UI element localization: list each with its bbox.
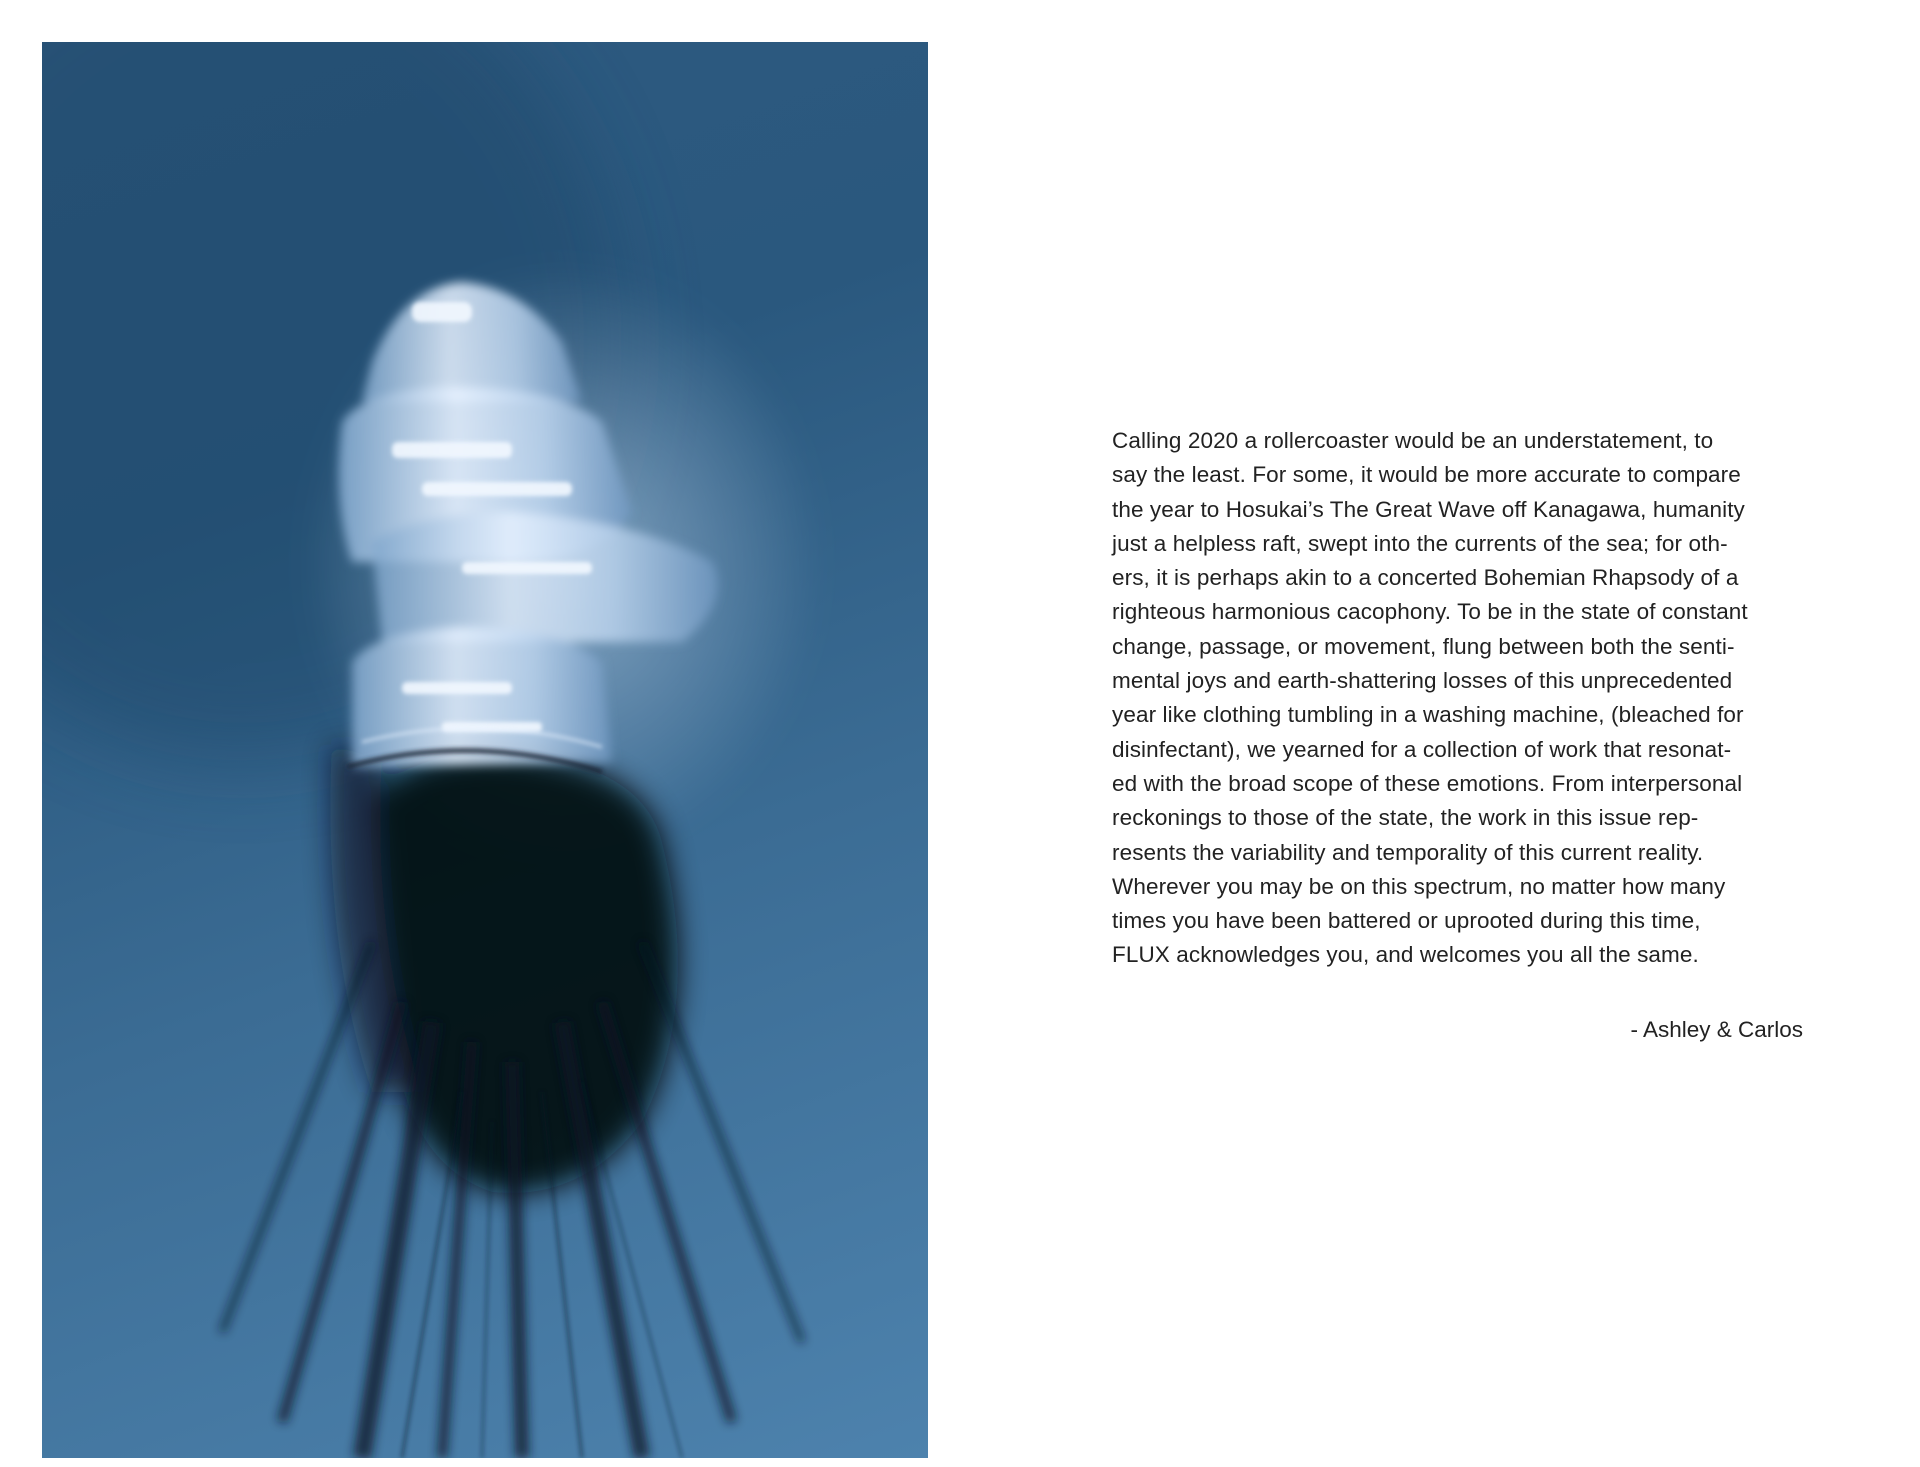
essay-line: disinfectant), we yearned for a collection of work that resonat- — [1112, 736, 1732, 762]
essay-line: ers, it is perhaps akin to a concerted Bohemian Rhapsody of a — [1112, 565, 1739, 591]
tower-photograph — [42, 42, 928, 1458]
author-signature: - Ashley & Carlos — [1630, 1017, 1803, 1042]
essay-line: righteous harmonious cacophony. To be in the state of constant — [1112, 599, 1748, 625]
essay-line: just a helpless raft, swept into the currents of the sea; for oth- — [1112, 530, 1728, 556]
essay-line: FLUX acknowledges you, and welcomes you all the same. — [1112, 942, 1699, 968]
essay-line: mental joys and earth-shattering losses of this unprecedented — [1112, 668, 1733, 694]
essay-line: Calling 2020 a rollercoaster would be an understatement, to — [1112, 428, 1714, 453]
essay-line: Wherever you may be on this spectrum, no matter how many — [1112, 873, 1726, 899]
essay-line: times you have been battered or uprooted during this time, — [1112, 908, 1701, 934]
essay-line: reckonings to those of the state, the work in this issue rep- — [1112, 805, 1699, 831]
essay-line: ed with the broad scope of these emotions. From interpersonal — [1112, 770, 1743, 796]
essay-line: year like clothing tumbling in a washing machine, (bleached for — [1112, 702, 1744, 728]
essay-line: the year to Hosukai’s The Great Wave off Kanagawa, humanity — [1112, 496, 1745, 522]
essay-line: change, passage, or movement, flung between both the senti- — [1112, 633, 1735, 659]
tower-photo-illustration — [42, 42, 928, 1458]
essay-line: resents the variability and temporality of this current reality. — [1112, 839, 1704, 865]
editorial-letter — [1112, 424, 1812, 973]
essay-line: say the least. For some, it would be more accurate to compare — [1112, 462, 1741, 488]
